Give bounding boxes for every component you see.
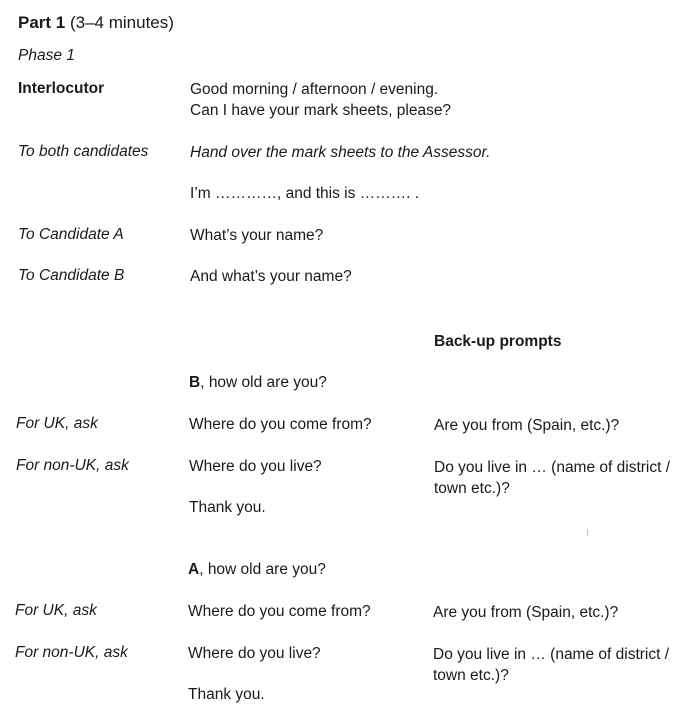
section-b-uk-label: For UK, ask — [16, 415, 98, 432]
divider-mark — [587, 529, 588, 536]
section-b-nonuk-prompt: Do you live in … (name of district / town etc.)? — [434, 459, 671, 497]
section-b-age-question — [189, 372, 327, 393]
section-b-thanks: Thank you. — [189, 499, 266, 516]
section-a-nonuk-label: For non-UK, ask — [15, 644, 128, 661]
section-a-age-question — [188, 559, 326, 580]
section-b-uk-question: Where do you come from? — [189, 416, 372, 433]
part-title — [18, 12, 174, 33]
section-a-uk-prompt: Are you from (Spain, etc.)? — [433, 604, 619, 621]
section-b-nonuk-question: Where do you live? — [189, 458, 322, 475]
candidate-a-question: What’s your name? — [190, 227, 324, 244]
intro-line: I’m …………, and this is ………. . — [190, 185, 420, 202]
section-a-uk-question: Where do you come from? — [188, 603, 371, 620]
candidate-b-question: And what’s your name? — [190, 268, 352, 285]
section-b-letter: B — [189, 374, 201, 391]
candidate-b-label: To Candidate B — [18, 267, 125, 284]
part-label: Part 1 — [18, 13, 66, 32]
greeting-line-2: Can I have your mark sheets, please? — [190, 102, 452, 119]
section-b-nonuk-label: For non-UK, ask — [16, 457, 129, 474]
both-candidates-label: To both candidates — [18, 143, 149, 160]
section-a-nonuk-question: Where do you live? — [188, 645, 321, 662]
phase-label: Phase 1 — [18, 47, 75, 64]
hand-over-instruction: Hand over the mark sheets to the Assessor. — [190, 144, 491, 161]
greeting-line-1: Good morning / afternoon / evening. — [190, 81, 439, 98]
section-b-age-text: , how old are you? — [200, 374, 327, 391]
section-a-thanks: Thank you. — [188, 686, 265, 703]
candidate-a-label: To Candidate A — [18, 226, 124, 243]
section-b-uk-prompt: Are you from (Spain, etc.)? — [434, 417, 620, 434]
section-a-nonuk-prompt: Do you live in … (name of district / town etc.)? — [433, 646, 670, 684]
backup-prompts-header: Back-up prompts — [434, 333, 562, 350]
part-duration: (3–4 minutes) — [69, 13, 174, 32]
interlocutor-label: Interlocutor — [18, 80, 105, 97]
section-a-age-text: , how old are you? — [199, 561, 326, 578]
section-a-uk-label: For UK, ask — [15, 602, 97, 619]
section-a-letter: A — [188, 561, 200, 578]
